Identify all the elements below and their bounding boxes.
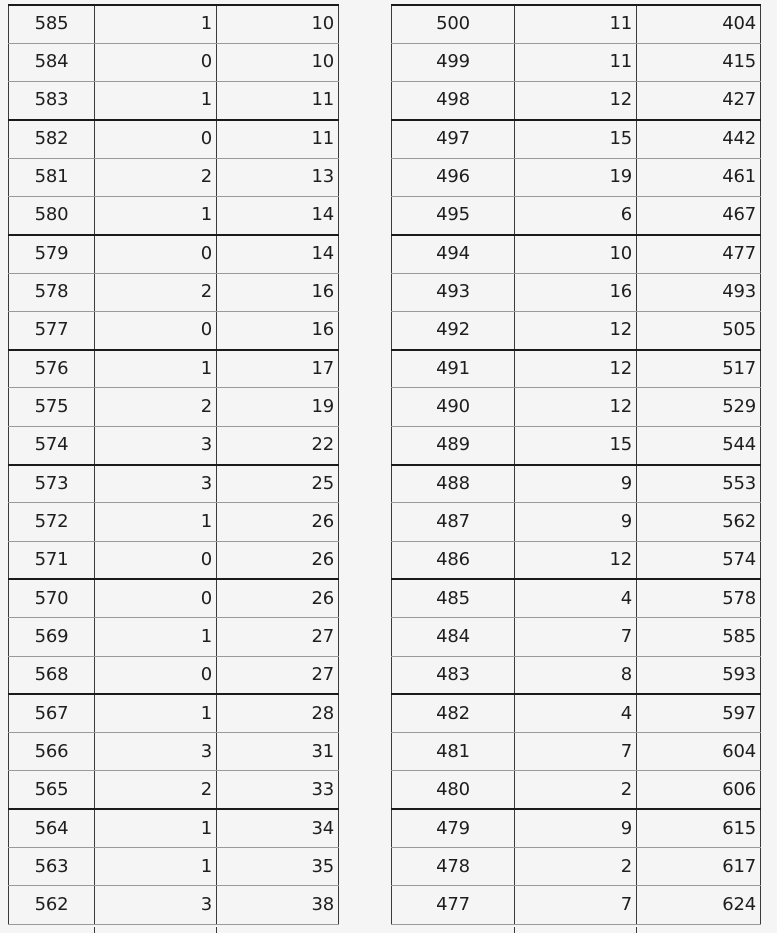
cumulative-cell: 427 (637, 82, 761, 120)
score-cell: 584 (9, 43, 95, 81)
table-row (392, 235, 761, 273)
score-cell: 576 (9, 350, 95, 388)
score-cell: 494 (392, 235, 515, 273)
score-cell: 486 (392, 541, 515, 579)
table-row (392, 350, 761, 388)
cumulative-cell: 574 (637, 541, 761, 579)
cumulative-cell: 553 (637, 465, 761, 503)
score-cell: 480 (392, 771, 515, 809)
table-row (9, 196, 339, 234)
score-cell: 493 (392, 273, 515, 311)
table-row (9, 579, 339, 617)
cumulative-cell: 617 (637, 848, 761, 886)
score-cell: 583 (9, 82, 95, 120)
table-row (9, 503, 339, 541)
count-cell: 0 (95, 656, 217, 694)
table-row (9, 656, 339, 694)
table-row (392, 733, 761, 771)
count-cell: 2 (95, 388, 217, 426)
cumulative-cell: 38 (217, 886, 339, 924)
cumulative-cell: 34 (217, 809, 339, 847)
score-cell: 564 (9, 809, 95, 847)
score-cell: 489 (392, 426, 515, 464)
column-divider (514, 927, 515, 933)
count-cell: 0 (95, 120, 217, 158)
count-cell: 12 (515, 82, 637, 120)
count-cell: 10 (515, 235, 637, 273)
cumulative-cell: 615 (637, 809, 761, 847)
column-divider (636, 927, 637, 933)
cumulative-cell: 14 (217, 235, 339, 273)
table-row (9, 809, 339, 847)
count-cell: 2 (515, 848, 637, 886)
cumulative-cell: 19 (217, 388, 339, 426)
count-cell: 11 (515, 43, 637, 81)
count-cell: 12 (515, 311, 637, 349)
count-cell: 12 (515, 541, 637, 579)
count-cell: 16 (515, 273, 637, 311)
score-cell: 565 (9, 771, 95, 809)
count-cell: 7 (515, 618, 637, 656)
count-cell: 9 (515, 809, 637, 847)
table-row (392, 541, 761, 579)
table-row (392, 656, 761, 694)
score-cell: 479 (392, 809, 515, 847)
score-cell: 499 (392, 43, 515, 81)
cumulative-cell: 544 (637, 426, 761, 464)
score-cell: 495 (392, 196, 515, 234)
score-cell: 569 (9, 618, 95, 656)
count-cell: 0 (95, 541, 217, 579)
score-cell: 484 (392, 618, 515, 656)
count-cell: 9 (515, 465, 637, 503)
score-cell: 492 (392, 311, 515, 349)
cumulative-cell: 26 (217, 579, 339, 617)
score-cell: 477 (392, 886, 515, 924)
cumulative-cell: 477 (637, 235, 761, 273)
count-cell: 0 (95, 579, 217, 617)
cumulative-cell: 14 (217, 196, 339, 234)
score-cell: 567 (9, 694, 95, 732)
cumulative-cell: 493 (637, 273, 761, 311)
cumulative-cell: 505 (637, 311, 761, 349)
cumulative-cell: 27 (217, 618, 339, 656)
table-row (392, 388, 761, 426)
table-row (9, 771, 339, 809)
count-cell: 0 (95, 235, 217, 273)
score-cell: 490 (392, 388, 515, 426)
cumulative-cell: 604 (637, 733, 761, 771)
score-table-right (391, 4, 761, 925)
score-cell: 577 (9, 311, 95, 349)
score-cell: 482 (392, 694, 515, 732)
table-row (392, 82, 761, 120)
cumulative-cell: 597 (637, 694, 761, 732)
count-cell: 7 (515, 886, 637, 924)
cumulative-cell: 529 (637, 388, 761, 426)
cumulative-cell: 27 (217, 656, 339, 694)
table-row (392, 273, 761, 311)
score-cell: 487 (392, 503, 515, 541)
table-row (9, 158, 339, 196)
score-cell: 488 (392, 465, 515, 503)
count-cell: 8 (515, 656, 637, 694)
score-cell: 572 (9, 503, 95, 541)
table-row (392, 311, 761, 349)
cumulative-cell: 578 (637, 579, 761, 617)
score-cell: 571 (9, 541, 95, 579)
table-row (9, 733, 339, 771)
count-cell: 12 (515, 388, 637, 426)
cumulative-cell: 16 (217, 273, 339, 311)
cumulative-cell: 517 (637, 350, 761, 388)
count-cell: 6 (515, 196, 637, 234)
score-cell: 481 (392, 733, 515, 771)
table-row (392, 158, 761, 196)
cumulative-cell: 442 (637, 120, 761, 158)
score-table-left-body (9, 5, 339, 924)
table-row (392, 503, 761, 541)
table-row (9, 848, 339, 886)
score-cell: 585 (9, 5, 95, 43)
score-cell: 566 (9, 733, 95, 771)
score-cell: 578 (9, 273, 95, 311)
count-cell: 3 (95, 733, 217, 771)
table-row (9, 426, 339, 464)
count-cell: 2 (95, 273, 217, 311)
count-cell: 1 (95, 196, 217, 234)
table-row (392, 196, 761, 234)
cumulative-cell: 562 (637, 503, 761, 541)
cumulative-cell: 11 (217, 120, 339, 158)
table-row (9, 886, 339, 924)
table-row (9, 388, 339, 426)
cumulative-cell: 28 (217, 694, 339, 732)
score-cell: 582 (9, 120, 95, 158)
table-row (9, 465, 339, 503)
score-cell: 563 (9, 848, 95, 886)
table-row (392, 771, 761, 809)
cumulative-cell: 585 (637, 618, 761, 656)
score-cell: 485 (392, 579, 515, 617)
count-cell: 3 (95, 465, 217, 503)
score-table-right-body (392, 5, 761, 924)
cumulative-cell: 13 (217, 158, 339, 196)
cumulative-cell: 25 (217, 465, 339, 503)
count-cell: 1 (95, 848, 217, 886)
table-row (392, 809, 761, 847)
score-cell: 497 (392, 120, 515, 158)
table-row (392, 465, 761, 503)
count-cell: 19 (515, 158, 637, 196)
score-cell: 496 (392, 158, 515, 196)
column-divider (216, 927, 217, 933)
table-row (392, 886, 761, 924)
cumulative-cell: 31 (217, 733, 339, 771)
count-cell: 15 (515, 426, 637, 464)
table-row (392, 618, 761, 656)
count-cell: 1 (95, 503, 217, 541)
score-cell: 562 (9, 886, 95, 924)
count-cell: 1 (95, 350, 217, 388)
count-cell: 2 (95, 771, 217, 809)
cumulative-cell: 17 (217, 350, 339, 388)
column-divider (94, 927, 95, 933)
score-cell: 498 (392, 82, 515, 120)
score-cell: 573 (9, 465, 95, 503)
count-cell: 11 (515, 5, 637, 43)
score-cell: 570 (9, 579, 95, 617)
cumulative-cell: 467 (637, 196, 761, 234)
count-cell: 7 (515, 733, 637, 771)
table-row (392, 43, 761, 81)
count-cell: 4 (515, 579, 637, 617)
table-row (392, 579, 761, 617)
count-cell: 0 (95, 311, 217, 349)
table-row (9, 273, 339, 311)
cumulative-cell: 33 (217, 771, 339, 809)
score-cell: 491 (392, 350, 515, 388)
count-cell: 2 (515, 771, 637, 809)
cumulative-cell: 10 (217, 5, 339, 43)
cumulative-cell: 22 (217, 426, 339, 464)
table-row (9, 694, 339, 732)
table-row (9, 618, 339, 656)
cumulative-cell: 10 (217, 43, 339, 81)
count-cell: 12 (515, 350, 637, 388)
table-row (9, 82, 339, 120)
count-cell: 1 (95, 809, 217, 847)
score-cell: 500 (392, 5, 515, 43)
table-row (392, 848, 761, 886)
score-cell: 581 (9, 158, 95, 196)
score-cell: 478 (392, 848, 515, 886)
table-row (392, 426, 761, 464)
table-row (9, 235, 339, 273)
count-cell: 0 (95, 43, 217, 81)
count-cell: 3 (95, 426, 217, 464)
count-cell: 1 (95, 694, 217, 732)
cumulative-cell: 26 (217, 541, 339, 579)
cumulative-cell: 606 (637, 771, 761, 809)
table-row (9, 541, 339, 579)
count-cell: 1 (95, 618, 217, 656)
cumulative-cell: 16 (217, 311, 339, 349)
count-cell: 1 (95, 5, 217, 43)
score-cell: 483 (392, 656, 515, 694)
table-row (9, 5, 339, 43)
count-cell: 15 (515, 120, 637, 158)
table-row (9, 311, 339, 349)
cumulative-cell: 461 (637, 158, 761, 196)
count-cell: 3 (95, 886, 217, 924)
table-row (9, 350, 339, 388)
score-table-left (8, 4, 339, 925)
count-cell: 4 (515, 694, 637, 732)
score-cell: 574 (9, 426, 95, 464)
score-cell: 580 (9, 196, 95, 234)
cumulative-cell: 624 (637, 886, 761, 924)
cumulative-cell: 593 (637, 656, 761, 694)
table-row (392, 694, 761, 732)
count-cell: 9 (515, 503, 637, 541)
cumulative-cell: 26 (217, 503, 339, 541)
cumulative-cell: 11 (217, 82, 339, 120)
table-row (9, 43, 339, 81)
table-row (392, 120, 761, 158)
cumulative-cell: 404 (637, 5, 761, 43)
cumulative-cell: 415 (637, 43, 761, 81)
score-cell: 575 (9, 388, 95, 426)
count-cell: 1 (95, 82, 217, 120)
cumulative-cell: 35 (217, 848, 339, 886)
table-row (9, 120, 339, 158)
score-cell: 568 (9, 656, 95, 694)
count-cell: 2 (95, 158, 217, 196)
score-cell: 579 (9, 235, 95, 273)
table-row (392, 5, 761, 43)
